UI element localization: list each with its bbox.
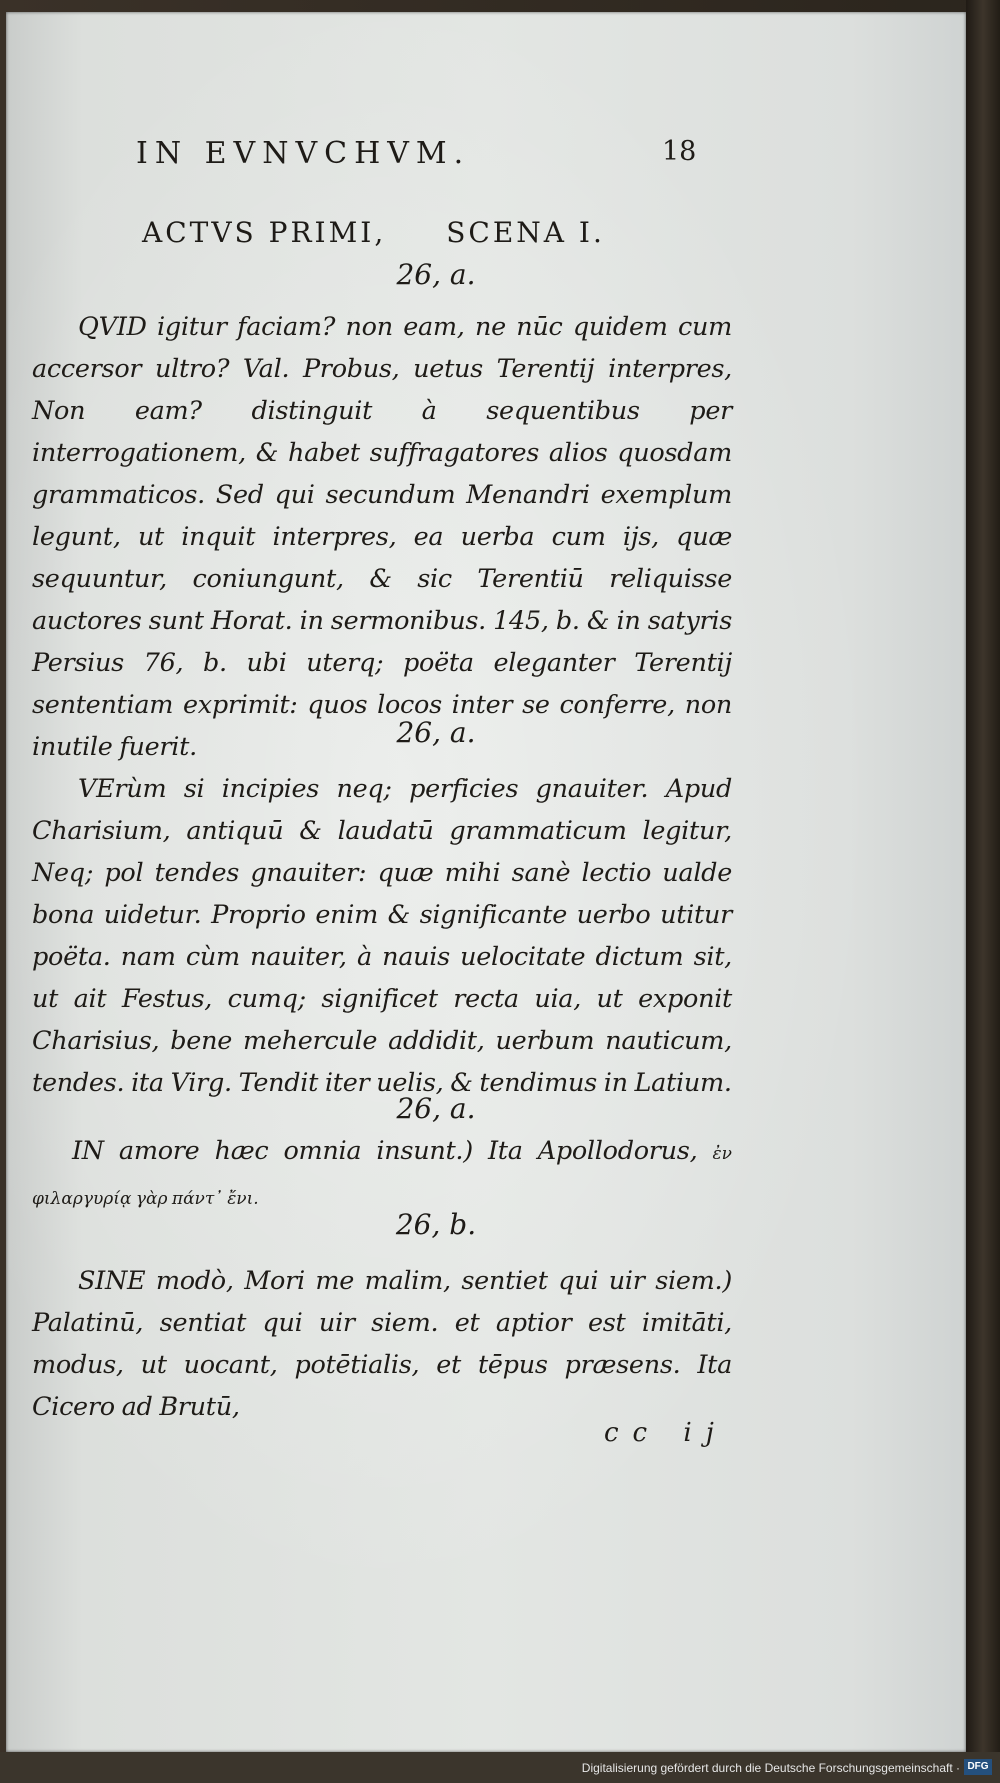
page-number: 18 xyxy=(662,136,697,167)
section-reference: 26, a. xyxy=(396,1092,476,1125)
commentary-paragraph xyxy=(32,1260,732,1428)
paragraph-text: VErùm si incipies neq; perficies gnauiter. Apud Charisium, antiquū & laudatū grammaticum legitur, Neq; pol tendes gnauiter: quæ mihi sanè lectio ualde bona uidetur. Proprio enim & significante uerbo utitur poëta. nam cùm nauiter, à nauis uelocitate dictum sit, ut ait Festus, cumq; significet recta uia, ut exponit Charisius, bene mehercule addidit, uerbum nauticum, tendes. ita Virg. Tendit iter uelis, & tendimus in Latium. xyxy=(32,774,732,1098)
scene-label: SCENA I. xyxy=(446,216,605,249)
greek-quotation: ἐν φιλαργυρίᾳ γὰρ πάντ᾽ ἔνι. xyxy=(32,1144,732,1209)
paragraph-text: SINE modò, Mori me malim, sentiet qui uir siem.) Palatinū, sentiat qui uir siem. et aptior est imitāti, modus, ut uocant, potētialis, et tēpus præsens. Ita Cicero ad Brutū, xyxy=(32,1266,732,1422)
act-label: ACTVS PRIMI, xyxy=(142,216,387,249)
commentary-paragraph xyxy=(32,306,732,768)
book-fore-edge xyxy=(966,0,1000,1783)
section-reference: 26, a. xyxy=(396,716,476,749)
paragraph-text: QVID igitur faciam? non eam, ne nūc quidem cum accersor ultro? Val. Probus, uetus Terentij interpres, Non eam? distinguit à sequentibus per interrogationem, & habet suffragatores alios quosdam grammaticos. Sed qui secundum Menandri exemplum legunt, ut inquit interpres, ea uerba cum ijs, quæ sequuntur, coniungunt, & sic Terentiū reliquisse auctores sunt Horat. in sermonibus. 145, b. & in satyris Persius 76, b. ubi uterq; poëta eleganter Terentij sententiam exprimit: quos locos inter se conferre, non inutile fuerit. xyxy=(32,312,732,762)
commentary-paragraph xyxy=(32,1130,732,1220)
paragraph-text: IN amore hæc omnia insunt.) Ita Apollodorus, xyxy=(72,1136,698,1166)
book-page xyxy=(6,12,966,1752)
dfg-logo: DFG xyxy=(964,1759,992,1775)
act-scene-heading xyxy=(142,216,605,249)
signature-mark: cc ij xyxy=(604,1418,728,1448)
section-reference: 26, b. xyxy=(395,1208,477,1241)
running-head: IN EVNVCHVM. xyxy=(136,136,471,171)
commentary-paragraph xyxy=(32,768,732,1104)
digitization-credit: Digitalisierung gefördert durch die Deutsche Forschungsgemeinschaft · xyxy=(581,1761,960,1775)
section-reference: 26, a. xyxy=(396,258,476,291)
